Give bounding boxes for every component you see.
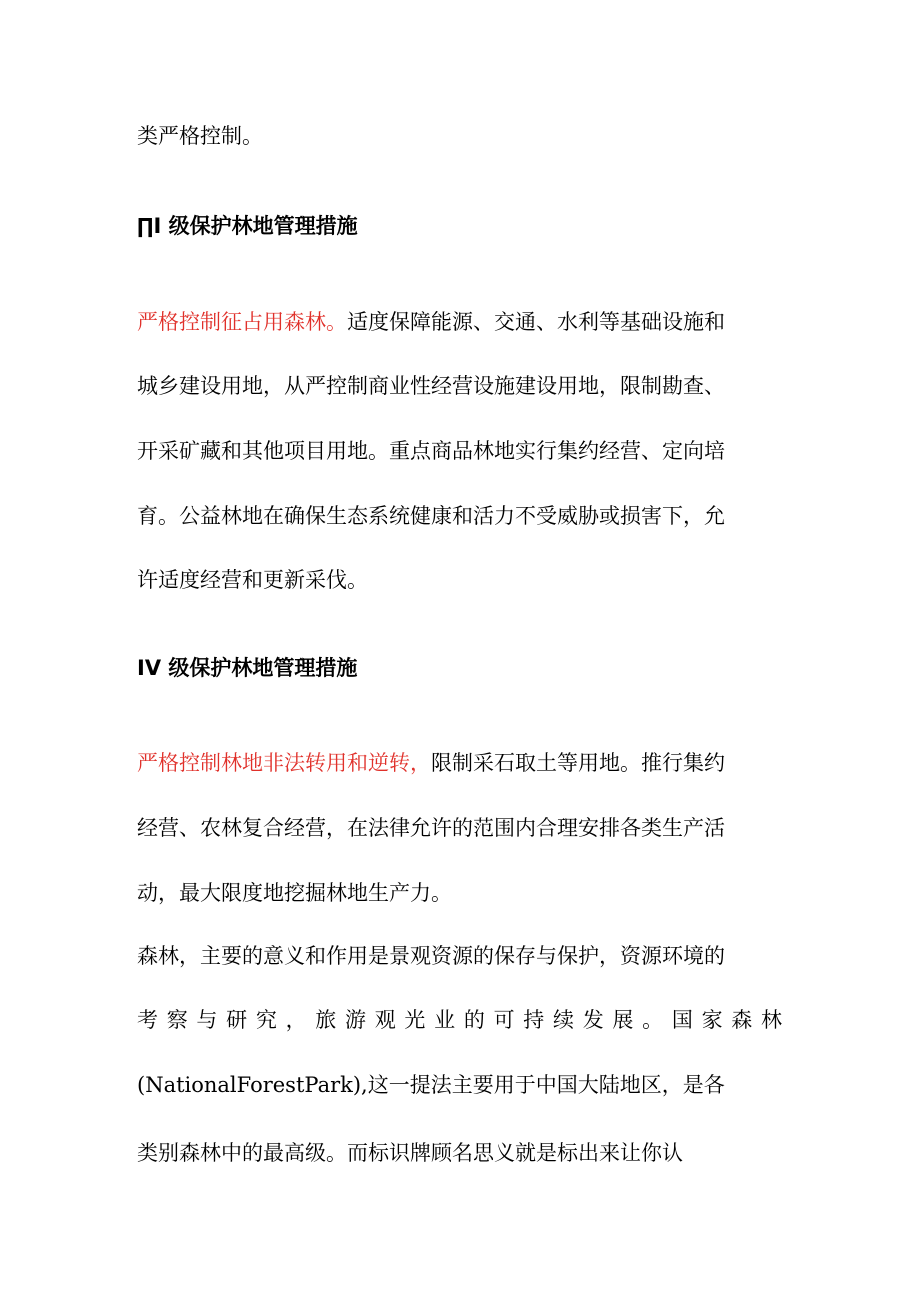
paragraph-line: 开采矿藏和其他项目用地。重点商品林地实行集约经营、定向培 bbox=[137, 439, 725, 463]
paragraph-line: 许适度经营和更新采伐。 bbox=[137, 568, 368, 592]
paragraph-line bbox=[137, 308, 725, 336]
section-heading-level-4: IV 级保护林地管理措施 bbox=[137, 656, 358, 680]
section-heading-level-3: ∏I 级保护林地管理措施 bbox=[137, 214, 358, 238]
paragraph-line bbox=[137, 749, 725, 777]
paragraph-line: 类别森林中的最高级。而标识牌顾名思义就是标出来让你认 bbox=[137, 1141, 683, 1165]
paragraph-line: 经营、农林复合经营，在法律允许的范围内合理安排各类生产活 bbox=[137, 816, 725, 840]
paragraph-line: 育。公益林地在确保生态系统健康和活力不受威胁或损害下，允 bbox=[137, 504, 725, 528]
paragraph-line-justified: 考察与研究，旅游观光业的可持续发展。国家森林 bbox=[137, 1008, 782, 1032]
paragraph-line: 动，最大限度地挖掘林地生产力。 bbox=[137, 881, 452, 905]
paragraph-line: (NationalForestPark),这一提法主要用于中国大陆地区，是各 bbox=[137, 1073, 725, 1097]
paragraph-continuation: 类严格控制。 bbox=[137, 124, 263, 148]
paragraph-line: 森林，主要的意义和作用是景观资源的保存与保护，资源环境的 bbox=[137, 944, 725, 968]
highlighted-text: 严格控制征占用森林。 bbox=[137, 310, 347, 334]
paragraph-text: 适度保障能源、交通、水利等基础设施和 bbox=[347, 310, 725, 334]
highlighted-text: 严格控制林地非法转用和逆转， bbox=[137, 751, 431, 775]
paragraph-text: 限制采石取土等用地。推行集约 bbox=[431, 751, 725, 775]
paragraph-line: 城乡建设用地，从严控制商业性经营设施建设用地，限制勘查、 bbox=[137, 374, 725, 398]
